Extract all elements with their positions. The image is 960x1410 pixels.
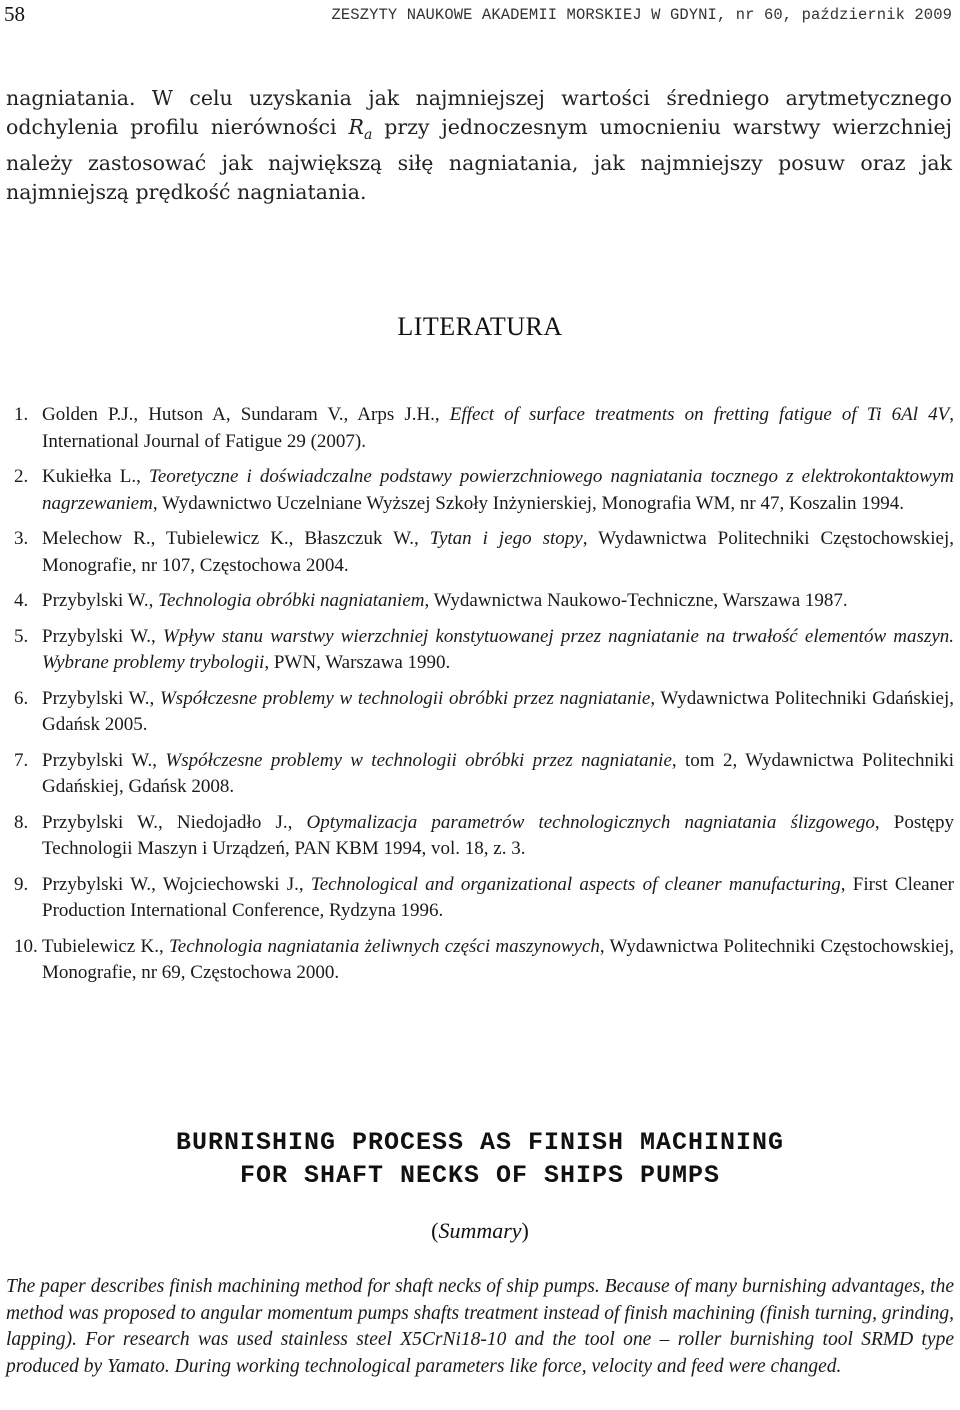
reference-title: Optymalizacja parametrów technologicznych nagniatania ślizgowego bbox=[306, 811, 875, 833]
reference-publication: , Wydawnictwa Politechniki Częstochowskiej, Monografie, nr 107, Częstochowa 2004. bbox=[42, 528, 954, 576]
reference-item bbox=[14, 810, 954, 863]
roughness-symbol: R bbox=[348, 114, 364, 139]
summary-label bbox=[0, 1218, 960, 1244]
reference-item bbox=[14, 748, 954, 801]
page-header bbox=[0, 2, 960, 32]
reference-authors: Przybylski W., bbox=[42, 590, 159, 611]
reference-title: Technologia obróbki nagniataniem bbox=[158, 590, 425, 611]
reference-publication: , International Journal of Fatigue 29 (2007). bbox=[42, 404, 954, 452]
reference-publication: , tom 2, Wydawnictwa Politechniki Gdańskiej, Gdańsk 2008. bbox=[42, 749, 955, 797]
reference-body bbox=[42, 402, 954, 455]
reference-authors: Tubielewicz K., bbox=[42, 935, 169, 957]
reference-body bbox=[42, 526, 954, 579]
reference-number: 7. bbox=[14, 749, 29, 771]
intro-text-2: przy jednoczesnym umocnieniu warstwy wierzchniej należy zastosować jak największą siłę nagniatania, jak najmniejszy posuw oraz jak najmniejszą prędkość nagniatania. bbox=[6, 114, 952, 204]
reference-list bbox=[14, 402, 954, 996]
summary-title-line-2: FOR SHAFT NECKS OF SHIPS PUMPS bbox=[239, 1161, 721, 1190]
reference-authors: Przybylski W., Niedojadło J., bbox=[42, 811, 307, 833]
reference-body bbox=[42, 464, 954, 517]
reference-item bbox=[14, 934, 954, 987]
reference-body bbox=[42, 934, 954, 987]
reference-publication: , First Cleaner Production International Conference, Rydzyna 1996. bbox=[42, 873, 954, 921]
reference-title: Effect of surface treatments on fretting fatigue of Ti 6Al 4V bbox=[449, 404, 950, 425]
intro-text-1: nagniatania. W celu uzyskania jak najmniejszej wartości średniego arytmetycznego odchylenia profilu nierówności bbox=[6, 86, 952, 139]
reference-publication: , Wydawnictwa Politechniki Gdańskiej, Gdańsk 2005. bbox=[42, 687, 954, 735]
reference-number: 3. bbox=[14, 528, 29, 549]
reference-title: Technological and organizational aspects of cleaner manufacturing bbox=[310, 873, 841, 895]
reference-authors: Melechow R., Tubielewicz K., Błaszczuk W., bbox=[42, 528, 430, 549]
summary-title bbox=[0, 1126, 960, 1192]
reference-body bbox=[42, 748, 954, 801]
reference-authors: Kukiełka L., bbox=[42, 466, 150, 487]
reference-title: Tytan i jego stopy bbox=[429, 528, 583, 549]
literature-heading: LITERATURA bbox=[397, 312, 563, 341]
reference-publication: , Postępy Technologii Maszyn i Urządzeń, PAN KBM 1994, vol. 18, z. 3. bbox=[42, 811, 954, 859]
reference-number: 8. bbox=[14, 811, 29, 833]
summary-label-text: Summary bbox=[438, 1218, 522, 1243]
reference-number: 2. bbox=[14, 466, 29, 487]
reference-number: 5. bbox=[14, 625, 29, 647]
reference-number: 9. bbox=[14, 873, 29, 895]
reference-title: Technologia nagniatania żeliwnych części maszynowych bbox=[168, 935, 600, 957]
reference-item bbox=[14, 624, 954, 677]
reference-authors: Przybylski W., bbox=[42, 749, 166, 771]
reference-number: 4. bbox=[14, 590, 29, 611]
reference-item bbox=[14, 588, 954, 615]
reference-item bbox=[14, 686, 954, 739]
reference-publication: , Wydawnictwo Uczelniane Wyższej Szkoły Inżynierskiej, Monografia WM, nr 47, Koszalin 1994. bbox=[152, 492, 905, 514]
reference-publication: , Wydawnictwa Politechniki Częstochowskiej, Monografie, nr 69, Częstochowa 2000. bbox=[42, 935, 955, 983]
reference-publication: , PWN, Warszawa 1990. bbox=[264, 652, 451, 673]
reference-body bbox=[42, 624, 954, 677]
reference-body bbox=[42, 872, 954, 925]
reference-body bbox=[42, 588, 954, 615]
journal-running-head: ZESZYTY NAUKOWE AKADEMII MORSKIEJ W GDYNI, nr 60, październik 2009 bbox=[331, 6, 952, 24]
reference-title: Wpływ stanu warstwy wierzchniej konstytuowanej przez nagniatanie na trwałość elementów maszyn. Wybrane problemy trybologii bbox=[42, 625, 954, 673]
roughness-subscript: a bbox=[363, 126, 373, 143]
reference-number: 1. bbox=[14, 404, 29, 425]
reference-item bbox=[14, 526, 954, 579]
reference-body bbox=[42, 686, 954, 739]
reference-item bbox=[14, 402, 954, 455]
reference-number: 10. bbox=[14, 935, 38, 957]
reference-title: Współczesne problemy w technologii obróbki przez nagniatanie bbox=[159, 687, 651, 709]
reference-authors: Przybylski W., bbox=[42, 687, 160, 709]
summary-title-line-1: BURNISHING PROCESS AS FINISH MACHINING bbox=[175, 1128, 785, 1157]
summary-label-close: ) bbox=[521, 1218, 529, 1243]
reference-body bbox=[42, 810, 954, 863]
reference-authors: Przybylski W., Wojciechowski J., bbox=[42, 873, 311, 895]
intro-paragraph bbox=[6, 84, 952, 206]
reference-authors: Golden P.J., Hutson A, Sundaram V., Arps J.H., bbox=[42, 404, 450, 425]
reference-item bbox=[14, 464, 954, 517]
reference-title: Teoretyczne i doświadczalne podstawy powierzchniowego nagniatania tocznego z elektrokontaktowym nagrzewaniem bbox=[42, 466, 954, 514]
page-number: 58 bbox=[4, 2, 25, 26]
abstract-paragraph: The paper describes finish machining method for shaft necks of ship pumps. Because of many burnishing advantages, the method was proposed to angular momentum pumps shafts treatment instead of finish machining (finish turning, grinding, lapping). For research was used stainless steel X5CrNi18-10 and the tool one – roller burnishing tool SRMD type produced by Yamato. During working technological parameters like force, velocity and feed were changed. bbox=[6, 1276, 954, 1377]
reference-publication: , Wydawnictwa Naukowo-Techniczne, Warszawa 1987. bbox=[424, 590, 848, 611]
reference-item bbox=[14, 872, 954, 925]
reference-title: Współczesne problemy w technologii obróbki przez nagniatanie bbox=[165, 749, 672, 771]
reference-authors: Przybylski W., bbox=[42, 625, 163, 647]
reference-number: 6. bbox=[14, 687, 29, 709]
summary-label-open: ( bbox=[431, 1218, 439, 1243]
